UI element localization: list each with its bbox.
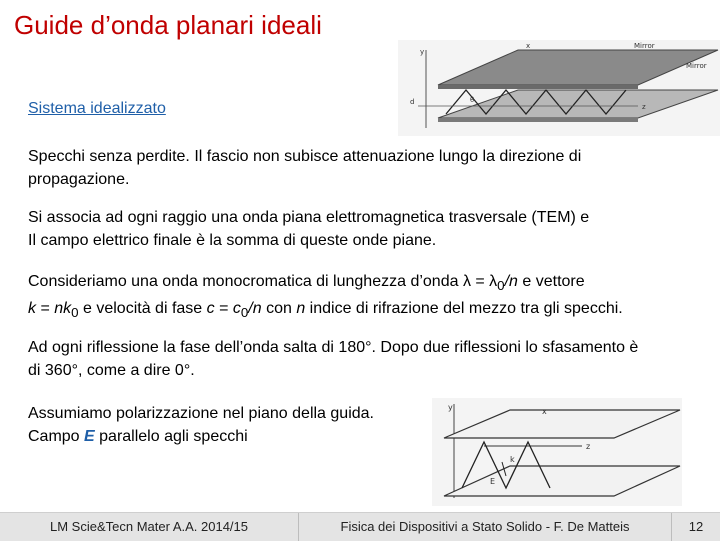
text-segment: indice di rifrazione del mezzo tra gli specchi. [305,300,623,318]
footer-title: Fisica dei Dispositivi a Stato Solido - F. De Matteis [299,513,672,541]
e-field-symbol: E [84,428,95,445]
paragraph-phase-line1: Ad ogni riflessione la fase dell’onda salta di 180°. Dopo due riflessioni lo sfasamento è [28,339,639,356]
paragraph-polarization-line2 [28,425,374,448]
paragraph-mirrors-line1: Specchi senza perdite. Il fascio non subisce attenuazione lungo la direzione di [28,148,582,165]
paragraph-monochromatic-line1 [28,270,623,297]
slide-title: Guide d’onda planari ideali [14,10,322,40]
label-x: x [526,42,531,50]
text-segment: Campo [28,428,85,445]
label-y: y [448,403,453,412]
paragraph-tem-line2: Il campo elettrico finale è la somma di queste onde piane. [28,232,437,249]
c0-symbol: c [232,300,241,318]
paragraph-phase [28,336,638,382]
text-segment: Consideriamo una onda monocromatica di lunghezza d’onda [28,273,463,290]
text-segment: = [214,300,233,318]
label-z: z [586,442,591,451]
lambda-symbol: λ [489,273,498,290]
paragraph-tem-line1: Si associa ad ogni raggio una onda piana elettromagnetica trasversale (TEM) e [28,209,590,226]
label-x: x [542,407,547,416]
subscript: 0 [497,278,505,294]
paragraph-tem [28,206,589,252]
over-n: /n [248,300,262,318]
page-number: 12 [688,519,704,534]
label-z: z [642,103,646,111]
label-y: y [420,48,425,56]
footer-course: LM Scie&Tecn Mater A.A. 2014/15 [0,513,299,541]
paragraph-monochromatic-line2 [28,297,623,324]
paragraph-polarization-line1: Assumiamo polarizzazione nel piano della guida. [28,405,374,422]
over-n: /n [504,273,518,290]
polarization-figure [432,398,682,506]
paragraph-phase-line2: di 360°, come a dire 0°. [28,362,195,379]
label-E: E [490,477,496,486]
planar-waveguide-figure [398,40,720,136]
label-k: k [510,455,515,464]
subscript: 0 [240,305,249,321]
paragraph-monochromatic [28,270,623,324]
nk-symbol: nk [54,300,72,318]
text-segment: = [36,300,55,318]
label-mirror-top: Mirror [634,42,655,50]
label-mirror-bottom: Mirror [686,62,707,70]
text-segment: parallelo agli specchi [94,428,248,445]
paragraph-mirrors-line2: propagazione. [28,171,130,188]
c-symbol: c [206,300,215,318]
bottom-mirror-edge [438,118,638,122]
text-segment: e vettore [517,273,585,290]
k-symbol: k [28,300,36,318]
subtitle-link[interactable]: Sistema idealizzato [28,100,166,117]
label-theta: θ [470,96,475,104]
footer [0,512,720,541]
top-mirror-edge [438,85,638,89]
text-segment: = [470,273,490,290]
subscript: 0 [71,305,79,321]
lambda-symbol: λ [462,273,471,290]
text-segment: con [261,300,297,318]
label-d: d [410,98,415,106]
paragraph-polarization [28,402,374,448]
text-segment: e velocità di fase [78,300,207,318]
n-symbol: n [296,300,306,318]
paragraph-mirrors [28,145,581,191]
